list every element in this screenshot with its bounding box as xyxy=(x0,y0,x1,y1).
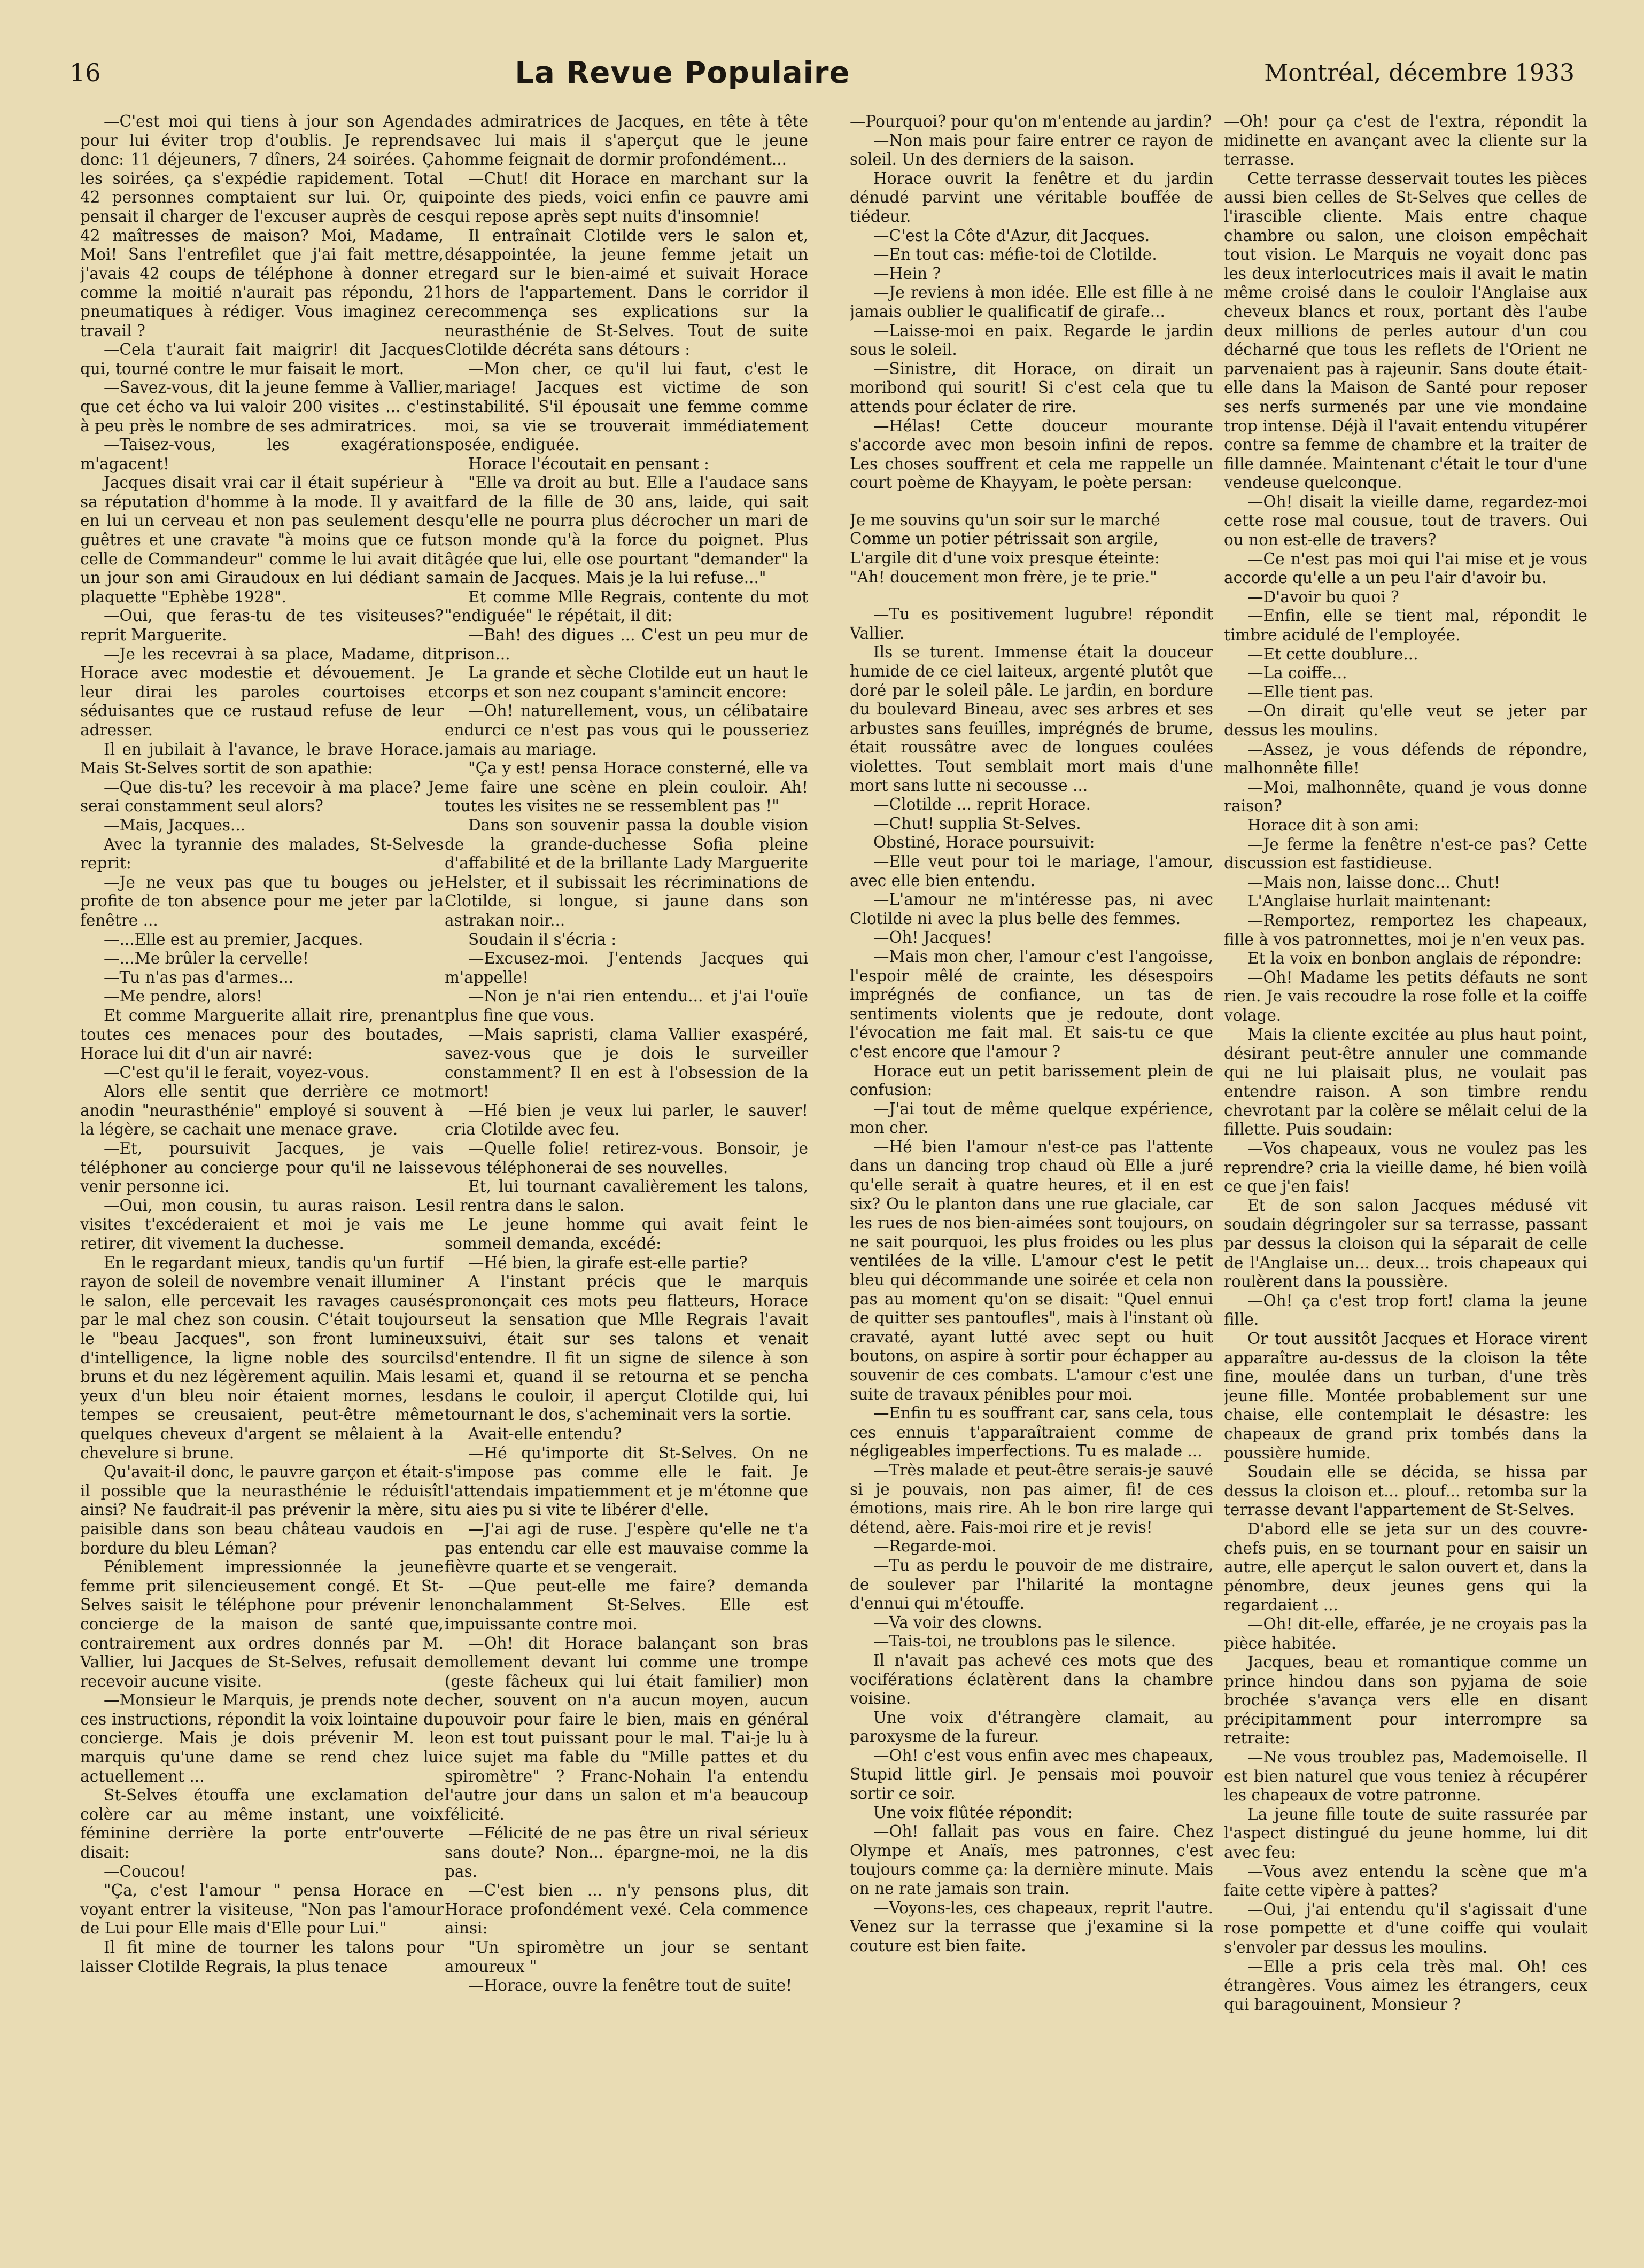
paragraph: —...Me brûler la cervelle! xyxy=(104,949,309,968)
paragraph: —Monsieur le Marquis, je prends note de ces instructions, répondit la voix lointaine du concierge. Mais je dois prévenir M. le marquis qu'une dame se rend chez lui actuellement ... xyxy=(80,1691,444,1785)
paragraph: —Oh! ça c'est trop fort! clama la jeune fille. xyxy=(1224,1291,1587,1329)
paragraph: —Oui, que feras-tu de tes visiteuses? reprit Marguerite. xyxy=(80,607,444,644)
paragraph: —Excusez-moi. J'entends Jacques qui m'appelle! xyxy=(445,949,808,987)
paragraph: —Oh! dit Horace balançant son bras mollement devant lui comme une trompe (geste fâcheux qui lui était familier) mon cher, souvent on n'a aucun moyen, aucun pouvoir pour faire le bien, mais en général on est tout puissant pour le mal. T'ai-je lu à ce sujet ma fable du "Mille pattes et du spiromètre" ? Franc-Nohain l'a entendu l'autre jour dans un salon et m'a beaucoup félicité. xyxy=(445,1634,808,1823)
paragraph: St-Selves étouffa une exclamation de colère car au même instant, une voix féminine derrière la porte entr'ouverte disait: xyxy=(80,1786,444,1862)
paragraph: Comme un potier pétrissait son argile, xyxy=(850,530,1159,548)
paragraph: —...Elle est au premier, Jacques. xyxy=(104,930,363,949)
paragraph: A l'instant précis que le marquis prononçait ces mots peu flatteurs, Horace eut la sensation que Mlle Regrais l'avait suivi, était sur ses talons et venait d'entendre. Il fit un signe de silence à son ami et, quand il se retourna et se pencha dans le couloir, il aperçut Clotilde qui, lui tournant le dos, s'acheminait vers la sortie. xyxy=(445,1272,808,1424)
paragraph: D'abord elle se jeta sur un des couvre-chefs puis, en se tournant pour en saisir un autre, elle aperçut le salon ouvert et, dans la pénombre, deux jeunes gens qui la regardaient ... xyxy=(1224,1519,1587,1614)
paragraph: Et la voix en bonbon anglais de répondre: xyxy=(1247,949,1582,968)
paragraph: L'Anglaise hurlait maintenant: xyxy=(1247,892,1491,911)
paragraph: —C'est la Côte d'Azur, dit Jacques. xyxy=(873,226,1150,245)
paragraph: L'argile dit d'une voix presque éteinte: xyxy=(850,549,1160,568)
paragraph: Et comme Mlle Regrais, contente du mot "endiguée" le répétait, il dit: xyxy=(445,587,808,625)
paragraph: —Regarde-moi. xyxy=(873,1537,997,1556)
paragraph: Je me souvins qu'un soir sur le marché xyxy=(850,510,1160,529)
paragraph: Or tout aussitôt Jacques et Horace virent apparaître au-dessus de la cloison la tête fine, moulée dans un turban, d'une très jeune fille. Montée probablement sur une chaise, elle contemplait le désastre: les chapeaux de grand prix tombés dans la poussière humide. xyxy=(1224,1330,1587,1462)
paragraph: —Que dis-tu? les recevoir à ma place? Je serai constamment seul alors? xyxy=(80,778,444,815)
paragraph: —Sinistre, dit Horace, on dirait un moribond qui sourit! Si c'est cela que tu attends pour éclater de rire. xyxy=(850,359,1213,416)
paragraph: —Elle veut pour toi le mariage, l'amour, avec elle bien entendu. xyxy=(850,852,1213,890)
text-column-2 xyxy=(445,112,808,2239)
paragraph: —Oh! Madame les petits défauts ne sont rien. Je vais recoudre la rose folle et la coiffe volage. xyxy=(1224,968,1587,1024)
paragraph: —Pourquoi? pour qu'on m'entende au jardin? xyxy=(850,112,1212,130)
paragraph: —Oh! disait la vieille dame, regardez-moi cette rose mal cousue, tout de travers. Oui ou non est-elle de travers? xyxy=(1224,492,1587,549)
paragraph: Mais la cliente excitée au plus haut point, désirant peut-être annuler une commande qui ne lui plaisait plus, ne voulait pas entendre raison. A son timbre rendu chevrotant par la colère se mêlait celui de la fillette. Puis soudain: xyxy=(1224,1025,1587,1139)
paragraph: La jeune fille toute de suite rassurée par l'aspect distingué du jeune homme, lui dit avec feu: xyxy=(1224,1805,1587,1862)
paragraph: —Oh! pour ça c'est de l'extra, répondit la midinette en avançant avec la cliente sur la terrasse. xyxy=(1224,112,1587,169)
paragraph: Alors elle sentit que derrière ce mot anodin "neurasthénie" employé si souvent à la légère, se cachait une menace grave. xyxy=(80,1082,444,1139)
paragraph: Et comme Marguerite allait rire, prenant toutes ces menaces pour des boutades, Horace lui dit d'un air navré: xyxy=(80,1006,444,1063)
paragraph: —Félicité de ne pas être un rival sérieux sans doute? Non... épargne-moi, ne la dis pas. xyxy=(445,1824,808,1881)
paragraph: —Hé qu'importe dit St-Selves. On ne s'impose pas comme elle le fait. Je l'attendais impatiemment et je m'étonne que tu aies pu si vite te libérer d'elle. xyxy=(445,1443,808,1519)
paragraph: Jacques, beau et romantique comme un prince hindou dans son pyjama de soie brochée s'avança vers elle en disant précipitamment pour interrompre sa retraite: xyxy=(1224,1653,1587,1747)
paragraph: —L'amour ne m'intéresse pas, ni avec Clotilde ni avec la plus belle des femmes. xyxy=(850,890,1213,928)
paragraph: —C'est bien ... n'y pensons plus, dit Horace profondément vexé. Cela commence ainsi: xyxy=(445,1881,808,1938)
paragraph: —Ne vous troublez pas, Mademoiselle. Il est bien naturel que vous teniez à récupérer les chapeaux de votre patronne. xyxy=(1224,1748,1587,1805)
paragraph: —Oui, j'ai entendu qu'il s'agissait d'une rose pompette et d'une coiffe qui voulait s'envoler par dessus les moulins. xyxy=(1224,1900,1587,1956)
paragraph: Soudain elle se décida, se hissa par dessus la cloison et... plouf... retomba sur la terrasse devant l'appartement de St-Selves. xyxy=(1224,1463,1587,1519)
paragraph: Soudain il s'écria : xyxy=(468,930,617,949)
text-column-4 xyxy=(1224,112,1587,2239)
paragraph: Ils se turent. Immense était la douceur humide de ce ciel laiteux, argenté plutôt que doré par le soleil pâle. Le jardin, en bordure du boulevard Bineau, avec ses arbres et ses arbustes sans feuilles, imprégnés de brume, était roussâtre avec de longues coulées violettes. Tout semblait mort mais d'une mort sans lutte ni secousse ... xyxy=(850,643,1213,795)
paragraph: —Que peut-elle me faire? demanda nonchalamment St-Selves. Elle est impuissante contre moi. xyxy=(445,1576,808,1633)
paragraph: —Enfin, elle se tient mal, répondit le timbre acidulé de l'employée. xyxy=(1224,607,1587,644)
paragraph: —Très malade et peut-être serais-je sauvé si je pouvais, non pas aimer, fi! de ces émotions, mais rire. Ah le bon rire large qui détend, aère. Fais-moi rire et je revis! xyxy=(850,1461,1213,1536)
paragraph: —Non je n'ai rien entendu... et j'ai l'ouïe plus fine que vous. xyxy=(445,987,808,1024)
paragraph: —Horace, ouvre la fenêtre tout de suite! xyxy=(468,1976,793,1995)
paragraph: —Oh! fallait pas vous en faire. Chez Olympe et Anaïs, mes patronnes, c'est toujours comme ça: la dernière minute. Mais on ne rate jamais son train. xyxy=(850,1822,1213,1898)
paragraph: Il fit mine de tourner les talons pour laisser Clotilde Regrais, la plus tenace xyxy=(80,1938,444,1976)
page-number: 16 xyxy=(69,58,101,87)
paragraph: —Savez-vous, dit la jeune femme à Vallier, que cet écho va lui valoir 200 visites ... c'est à peu près le nombre de ses admiratrices. xyxy=(80,378,444,435)
paragraph: Il en jubilait à l'avance, le brave Horace. Mais St-Selves sortit de son apathie: xyxy=(80,740,444,778)
paragraph: —D'avoir bu quoi ? xyxy=(1247,587,1399,606)
paragraph: —Chut! dit Horace en marchant sur la pointe des pieds, voici enfin ce pauvre ami qui repose après sept nuits d'insomnie! xyxy=(445,169,808,226)
paragraph: —Cela t'aurait fait maigrir! dit Jacques qui, tourné contre le mur faisait le mort. xyxy=(80,340,444,378)
paragraph: des admiratrices de Jacques, en tête à tête avec lui mais il s'aperçut que le jeune homme feignait de dormir profondément... xyxy=(445,112,808,169)
paragraph: —C'est moi qui tiens à jour son Agenda pour lui éviter trop d'oublis. Je reprends donc: 11 déjeuners, 7 dîners, 24 soirées. Ça les soirées, ça s'expédie rapidement. Total 42 personnes comptaient sur lui. Or, qui pensait il charger de l'excuser auprès de ces 42 maîtresses de maison? Moi, Madame, Moi! Sans l'entrefilet que j'ai fait mettre, j'avais 42 coups de téléphone à donner et comme la moitié n'aurait pas répondu, 21 pneumatiques à rédiger. Vous imaginez ce travail ? xyxy=(80,112,444,340)
paragraph: —La coiffe... xyxy=(1247,664,1347,682)
paragraph: Le jeune homme qui avait feint le sommeil demanda, excédé: xyxy=(445,1215,808,1253)
paragraph: Et de son salon Jacques médusé vit soudain dégringoler sur sa terrasse, passant par dessus la cloison qui la séparait de celle de l'Anglaise un... deux... trois chapeaux qui roulèrent dans la poussière. xyxy=(1224,1196,1587,1291)
paragraph: —Vos chapeaux, vous ne voulez pas les reprendre? cria la vieille dame, hé bien voilà ce que j'en fais! xyxy=(1224,1139,1587,1196)
paragraph: —Mon cher, ce qu'il lui faut, c'est le mariage! Jacques est victime de son instabilité. S'il épousait une femme comme moi, sa vie se trouverait immédiatement posée, endiguée. xyxy=(445,359,808,454)
paragraph: —Hé bien, la girafe est-elle partie? xyxy=(468,1253,748,1272)
paragraph: —Je reviens à mon idée. Elle est fille à ne jamais oublier le qualificatif de girafe... xyxy=(850,283,1213,321)
paragraph: —Non mais pour faire entrer ce rayon de soleil. Un des derniers de la saison. xyxy=(850,131,1213,169)
paragraph: —Tu n'as pas d'armes... xyxy=(104,968,294,987)
dateline: Montréal, décembre 1933 xyxy=(1264,59,1575,87)
paragraph: Horace ouvrit la fenêtre et du jardin dénudé parvint une véritable bouffée de tiédeur. xyxy=(850,169,1213,226)
paragraph: —Quelle folie! retirez-vous. Bonsoir, je vous téléphonerai de ses nouvelles. xyxy=(445,1139,808,1177)
paragraph: Horace dit à son ami: xyxy=(1247,815,1420,834)
paragraph: —Tais-toi, ne troublons pas le silence. xyxy=(873,1632,1176,1651)
paragraph: —Tu es positivement lugubre! répondit Vallier. xyxy=(850,605,1213,642)
paragraph: Avait-elle entendu? xyxy=(468,1424,622,1443)
paragraph: —Oui, mon cousin, tu auras raison. Les visites t'excéderaient et moi je vais me retirer, dit vivement la duchesse. xyxy=(80,1196,444,1253)
paragraph: —Ce n'est pas moi qui l'ai mise et je vous accorde qu'elle a un peu l'air d'avoir bu. xyxy=(1224,549,1587,587)
paragraph: —Moi, malhonnête, quand je vous donne raison? xyxy=(1224,778,1587,815)
paragraph: —Vous avez entendu la scène que m'a faite cette vipère à pattes? xyxy=(1224,1862,1587,1900)
paragraph: —Oh! dit-elle, effarée, je ne croyais pas la pièce habitée. xyxy=(1224,1614,1587,1652)
paragraph: Il n'avait pas achevé ces mots que des vociférations éclatèrent dans la chambre voisine. xyxy=(850,1651,1213,1708)
masthead-title: La Revue Populaire xyxy=(515,55,850,90)
paragraph: Horace l'écoutait en pensant : xyxy=(468,454,709,473)
paragraph: Une voix d'étrangère clamait, au paroxysme de la fureur. xyxy=(850,1708,1213,1746)
paragraph: —Taisez-vous, les exagérations m'agacent! xyxy=(80,436,444,473)
paragraph: —Chut! supplia St-Selves. xyxy=(873,814,1081,833)
paragraph: —Je ne veux pas que tu bouges ou je profite de ton absence pour me jeter par la fenêtre ... xyxy=(80,873,444,929)
paragraph: "Ça y est! pensa Horace consterné, elle va me faire une scène en plein couloir. Ah! toutes les visites ne se ressemblent pas !" xyxy=(445,759,808,815)
paragraph: Dans son souvenir passa la double vision de la grande-duchesse Sofia pleine d'affabilité et de la brillante Lady Marguerite Helster, et il subissait les récriminations de Clotilde, si longue, si jaune dans son astrakan noir... xyxy=(445,815,808,929)
paragraph: —Laisse-moi en paix. Regarde le jardin sous le soleil. xyxy=(850,321,1213,359)
paragraph: Avec la tyrannie des malades, St-Selves reprit: xyxy=(80,835,444,873)
paragraph: —Elle a pris cela très mal. Oh! ces étrangères. Vous aimez les étrangers, ceux qui baragouinent, Monsieur ? xyxy=(1224,1957,1587,2014)
paragraph: —Elle tient pas. xyxy=(1247,682,1374,701)
paragraph: —Voyons-les, ces chapeaux, reprit l'autre. Venez sur la terrasse que j'examine si la couture est bien faite. xyxy=(850,1898,1213,1955)
paragraph: Et, lui tournant cavalièrement les talons, il rentra dans le salon. xyxy=(445,1177,808,1215)
paragraph: "Elle va droit au but. Elle a l'audace sans fard de la fille de 30 ans, laide, qui sait qu'elle ne pourra plus décrocher un mari de son monde qu'à la force du poignet. Plus âgée que lui, elle ose pourtant "demander" la main de Jacques. Mais je la lui refuse..." xyxy=(445,473,808,587)
paragraph: —Hélas! Cette douceur mourante s'accorde avec mon besoin infini de repos. Les choses souffrent et cela me rappelle un court poème de Khayyam, le poète persan: xyxy=(850,416,1213,492)
paragraph: "Ah! doucement mon frère, je te prie." xyxy=(850,568,1157,586)
paragraph: —Tu as perdu le pouvoir de me distraire, de soulever par l'hilarité la montagne d'ennui qui m'étouffe. xyxy=(850,1556,1213,1613)
paragraph: En le regardant mieux, tandis qu'un furtif rayon de soleil de novembre venait illuminer le salon, elle percevait les ravages causés par le mal chez son cousin. C'était toujours le "beau Jacques", son front lumineux d'intelligence, la ligne noble des sourcils bruns et du nez légèrement aquilin. Mais les yeux d'un bleu noir étaient mornes, les tempes se creusaient, peut-être même quelques cheveux d'argent se mêlaient à la chevelure si brune. xyxy=(80,1253,444,1462)
paragraph: —Hé bien je veux lui parler, le sauver! cria Clotilde avec feu. xyxy=(445,1101,808,1139)
paragraph: Qu'avait-il donc, le pauvre garçon et était-il possible que la neurasthénie le réduisît ainsi? Ne faudrait-il pas prévenir la mère, si paisible dans son beau château vaudois en bordure du bleu Léman? xyxy=(80,1463,444,1557)
paragraph: —Hé bien l'amour n'est-ce pas l'attente dans un dancing trop chaud où Elle a juré qu'elle serait à quatre heures, et il en est six? Ou le planton dans une rue glaciale, car les rues de nos bien-aimées sont toujours, on ne sait pourquoi, les plus froides ou les plus ventilées de la ville. L'amour c'est le petit bleu qui décommande une soirée et cela non pas au moment qu'on se disait: "Quel ennui de quitter ses pantoufles", mais à l'instant où cravaté, ayant lutté avec sept ou huit boutons, on aspire à sortir pour échapper au souvenir de ces combats. L'amour c'est une suite de travaux pénibles pour moi. xyxy=(850,1137,1213,1403)
paragraph: —Hein ? xyxy=(873,264,941,283)
paragraph: —J'ai agi de ruse. J'espère qu'elle ne t'a pas entendu car elle est mauvaise comme la fièvre quarte et se vengerait. xyxy=(445,1519,808,1576)
paragraph: —On dirait qu'elle veut se jeter par dessus les moulins. xyxy=(1224,702,1587,739)
paragraph: —Et cette doublure... xyxy=(1247,644,1418,663)
paragraph: —Enfin tu es souffrant car, sans cela, tous ces ennuis t'apparaîtraient comme de négligeables imperfections. Tu es malade ... xyxy=(850,1404,1213,1461)
paragraph: —Mais sapristi, clama Vallier exaspéré, savez-vous que je dois le surveiller constamment? Il en est à l'obsession de la mort! xyxy=(445,1025,808,1101)
paragraph: —J'ai tout de même quelque expérience, mon cher. xyxy=(850,1099,1213,1137)
paragraph: Péniblement impressionnée la jeune femme prit silencieusement congé. Et St-Selves saisit le téléphone pour prévenir le concierge de la maison de santé que, contrairement aux ordres donnés par M. Vallier, lui Jacques de St-Selves, refusait de recevoir aucune visite. xyxy=(80,1558,444,1690)
page-header xyxy=(69,51,1575,94)
paragraph: "Un spiromètre un jour se sentant amoureux " xyxy=(445,1938,808,1976)
paragraph: La grande et sèche Clotilde eut un haut le corps et son nez coupant s'amincit encore: xyxy=(445,664,808,701)
paragraph: Une voix flûtée répondit: xyxy=(873,1803,1073,1822)
paragraph: —En tout cas: méfie-toi de Clotilde. xyxy=(873,245,1157,264)
paragraph: —Assez, je vous défends de répondre, malhonnête fille! xyxy=(1224,740,1587,778)
paragraph: —Coucou! xyxy=(104,1862,186,1881)
paragraph: Il entraînait Clotilde vers le salon et, désappointée, la jeune femme jetait un regard sur le bien-aimé et suivait Horace hors de l'appartement. Dans le corridor il recommença ses explications sur la neurasthénie de St-Selves. Tout de suite Clotilde décréta sans détours : xyxy=(445,226,808,359)
paragraph: Horace eut un petit barissement plein de confusion: xyxy=(850,1061,1213,1099)
text-column-1 xyxy=(80,112,444,2239)
paragraph: Cette terrasse desservait toutes les pièces aussi bien celles de St-Selves que celles de l'irascible cliente. Mais entre chaque chambre ou salon, une cloison empêchait tout vision. Le Marquis ne voyait donc pas les deux interlocutrices mais il avait le matin même croisé dans le couloir l'Anglaise aux cheveux blancs et roux, portant dès l'aube deux millions de perles autour d'un cou décharné que tous les reflets de l'Orient ne parvenaient pas à rajeunir. Sans doute était-elle dans la Maison de Santé pour reposer ses nerfs surmenés par une vie mondaine trop intense. Déjà il l'avait entendu vitupérer contre sa femme de chambre et la traiter de fille damnée. Maintenant c'était le tour d'une vendeuse quelconque. xyxy=(1224,169,1587,492)
paragraph: "Ça, c'est l'amour " pensa Horace en voyant entrer la visiteuse, "Non pas l'amour de Lui pour Elle mais d'Elle pour Lui." xyxy=(80,1881,444,1938)
paragraph: —Je les recevrai à sa place, Madame, dit Horace avec modestie et dévouement. Je leur dirai les paroles courtoises et séduisantes que ce rustaud refuse de leur adresser. xyxy=(80,644,444,739)
paragraph: —Oh! c'est vous enfin avec mes chapeaux, Stupid little girl. Je pensais moi pouvoir sortir ce soir. xyxy=(850,1746,1213,1803)
paragraph: —Va voir des clowns. xyxy=(873,1613,1042,1632)
text-column-3 xyxy=(850,112,1213,2239)
paragraph: Jacques disait vrai car il était supérieur à sa réputation d'homme à la mode. Il y avait en lui un cerveau et non pas seulement des guêtres et une cravate "à moins que ce fut celle de Commandeur" comme le lui avait dit un jour son ami Giraudoux en lui dédiant sa plaquette "Ephèbe 1928". xyxy=(80,473,444,606)
paragraph: —Oh! Jacques! xyxy=(873,928,992,947)
paragraph: —Bah! des digues ... C'est un peu mur de prison... xyxy=(445,626,808,663)
paragraph: Obstiné, Horace poursuivit: xyxy=(873,833,1095,852)
paragraph: —Mais, Jacques... xyxy=(104,815,246,834)
paragraph: —Je ferme la fenêtre n'est-ce pas? Cette discussion est fastidieuse. xyxy=(1224,835,1587,873)
paragraph: —Oh! naturellement, vous, un célibataire endurci ce n'est pas vous qui le pousseriez jamais au mariage. xyxy=(445,702,808,758)
paragraph: —Et, poursuivit Jacques, je vais téléphoner au concierge pour qu'il ne laisse venir personne ici. xyxy=(80,1139,444,1196)
paragraph: —Clotilde ... reprit Horace. xyxy=(873,795,1091,814)
paragraph: —Mais non, laisse donc... Chut! xyxy=(1247,873,1501,891)
paragraph: —C'est qu'il le ferait, voyez-vous. xyxy=(104,1063,369,1082)
paragraph: —Mais mon cher, l'amour c'est l'angoisse, l'espoir mêlé de crainte, les désespoirs imprégnés de confiance, un tas de sentiments violents que je redoute, dont l'évocation me fait mal. Et sais-tu ce que c'est encore que l'amour ? xyxy=(850,947,1213,1061)
paragraph: —Me pendre, alors! xyxy=(104,987,262,1006)
paragraph: —Remportez, remportez les chapeaux, fille à vos patronnettes, moi je n'en veux pas. xyxy=(1224,911,1587,949)
